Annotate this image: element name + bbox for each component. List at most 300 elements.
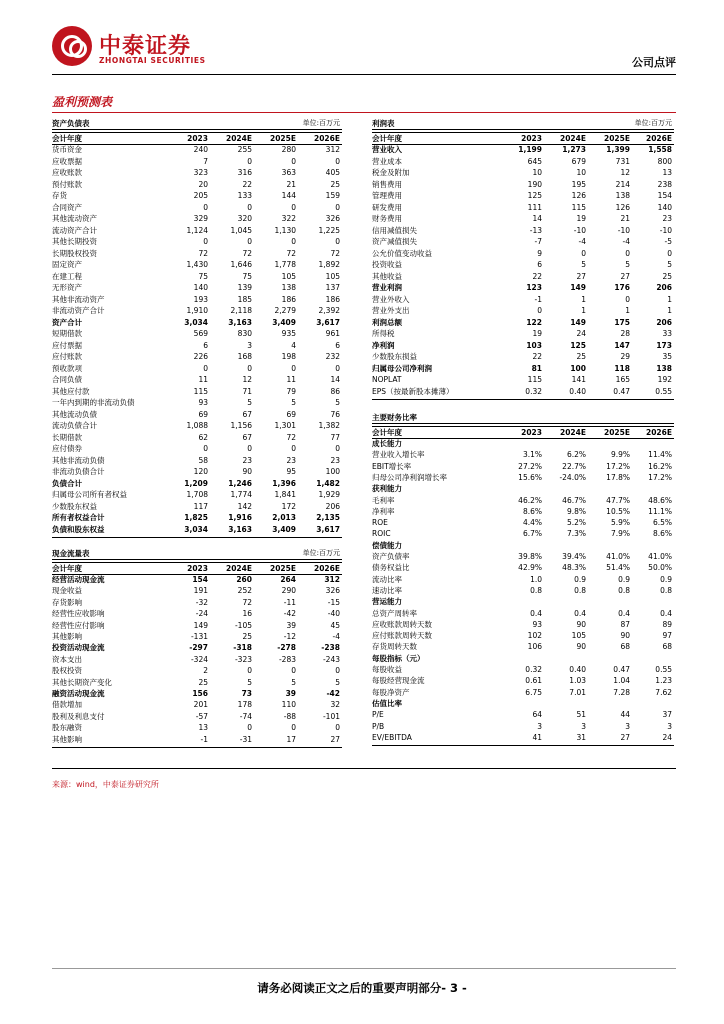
table-row	[372, 620, 674, 630]
header-year: 2023	[521, 428, 542, 437]
cell-value: 0	[335, 237, 340, 246]
cell-value: 175	[614, 317, 630, 327]
cell-value: 159	[325, 191, 340, 200]
cell-value: 214	[615, 179, 630, 189]
cell-value: 322	[281, 214, 296, 223]
cell-value: -40	[327, 609, 340, 619]
cell-value: -4	[332, 632, 340, 641]
row-label: 营业收入增长率	[372, 450, 425, 460]
cell-value: 198	[281, 352, 296, 361]
row-label: 资产减值损失	[372, 237, 417, 246]
row-label: P/B	[372, 721, 385, 731]
cell-value: 138	[615, 191, 630, 200]
row-label: 短期借款	[52, 329, 82, 338]
cell-value: 139	[237, 283, 252, 292]
cell-value: 105	[571, 631, 586, 641]
cell-value: 69	[286, 409, 296, 419]
cell-value: -10	[659, 225, 672, 235]
row-label: 应收账款	[52, 168, 82, 177]
row-label: 总资产周转率	[372, 608, 417, 618]
cell-value: 232	[325, 352, 340, 361]
cell-value: 1	[581, 294, 586, 304]
row-label: 存货	[52, 191, 67, 200]
cell-value: 935	[281, 329, 296, 338]
cell-value: 117	[193, 501, 208, 511]
cell-value: 316	[237, 168, 252, 177]
cell-value: 3	[247, 340, 252, 350]
cell-value: 201	[193, 700, 208, 710]
cell-value: 16.2%	[648, 461, 672, 471]
cell-value: 8.6%	[652, 529, 672, 539]
cell-value: 1,929	[318, 490, 340, 499]
table-row	[52, 249, 342, 259]
table-row	[372, 157, 674, 167]
cell-value: 13	[198, 723, 208, 733]
cell-value: 326	[325, 586, 340, 596]
cell-value: 5.9%	[610, 518, 630, 528]
table-row	[52, 214, 342, 224]
section-divider	[52, 112, 676, 113]
cell-value: 2	[203, 666, 208, 676]
table-row	[52, 237, 342, 247]
table-row	[52, 712, 342, 722]
cell-value: 32	[330, 700, 340, 710]
table-row	[52, 621, 342, 631]
cell-value: 62	[198, 432, 208, 442]
cell-value: 0	[335, 363, 340, 373]
cell-value: 105	[325, 271, 340, 281]
cell-value: 81	[531, 363, 542, 373]
table-title	[52, 118, 342, 130]
table-row	[52, 306, 342, 316]
cell-value: 25	[662, 271, 672, 281]
cell-value: 0.32	[525, 665, 542, 674]
cell-value: 22	[532, 271, 542, 281]
cell-value: 0	[247, 723, 252, 733]
header-label: 会计年度	[372, 134, 402, 143]
cell-value: 23	[242, 455, 252, 465]
cell-value: 9.9%	[610, 450, 630, 460]
cell-value: 0	[291, 363, 296, 373]
table-row	[52, 260, 342, 270]
cell-value: 46.2%	[518, 495, 542, 505]
table-row	[372, 462, 674, 472]
header-year: 2025E	[604, 134, 630, 143]
table-row	[52, 341, 342, 351]
cell-value: 1,841	[274, 490, 296, 499]
cell-value: 1,130	[274, 225, 296, 235]
cell-value: 20	[198, 179, 208, 189]
row-label: 其他流动资产	[52, 214, 97, 223]
cell-value: 41.0%	[606, 552, 630, 561]
cell-value: 93	[532, 619, 542, 629]
table-row	[372, 249, 674, 259]
cell-value: 75	[242, 271, 252, 281]
table-row	[372, 364, 674, 374]
row-label: 其他影响	[52, 632, 82, 641]
cell-value: 0	[203, 444, 208, 453]
row-label: 营业成本	[372, 156, 402, 166]
cell-value: 5	[247, 398, 252, 407]
cell-value: 1	[625, 306, 630, 315]
row-label: 长期借款	[52, 432, 82, 442]
section-title: 盈利预测表	[52, 95, 113, 109]
cell-value: 0	[291, 237, 296, 246]
cell-value: 320	[237, 214, 252, 223]
cell-value: -88	[283, 711, 296, 721]
table-row	[52, 525, 342, 535]
header-year: 2025E	[270, 134, 296, 143]
row-label: 存货影响	[52, 597, 82, 607]
table-row	[372, 341, 674, 351]
cell-value: -323	[234, 654, 252, 664]
cell-value: 11	[198, 375, 208, 384]
table-row	[372, 237, 674, 247]
row-label: 毛利率	[372, 495, 395, 505]
cell-value: 0	[625, 248, 630, 258]
cell-value: 0.55	[655, 665, 672, 674]
cell-value: 312	[325, 145, 340, 154]
cell-value: 72	[286, 432, 296, 442]
cell-value: 0	[203, 237, 208, 246]
cell-value: 9	[537, 248, 542, 258]
cell-value: -1	[534, 294, 542, 304]
cell-value: 7.62	[655, 687, 672, 697]
cell-value: 3	[625, 721, 630, 731]
cell-value: 5	[291, 677, 296, 687]
cell-value: 1	[667, 306, 672, 315]
unit-label: 单位:百万元	[634, 119, 672, 127]
table-row	[52, 700, 342, 710]
cell-value: 115	[571, 202, 586, 212]
cell-value: 3,409	[272, 317, 296, 327]
row-label: 利润总额	[372, 317, 402, 327]
footer-disclaimer: 请务必阅读正文之后的重要声明部分- 3 -	[257, 981, 467, 995]
cell-value: 193	[193, 294, 208, 304]
cell-value: 0.55	[655, 386, 672, 396]
cell-value: 173	[656, 340, 672, 350]
cell-value: 137	[325, 283, 340, 292]
row-label: 少数股东权益	[52, 501, 97, 511]
cell-value: 1.0	[530, 574, 542, 584]
table-row	[52, 479, 342, 489]
table-row	[52, 203, 342, 213]
cell-value: 1,396	[272, 478, 296, 488]
cell-value: 3	[581, 721, 586, 731]
cell-value: 1,774	[230, 490, 252, 499]
row-label: 营运能力	[372, 597, 402, 607]
table-row	[52, 410, 342, 420]
row-label: 非流动负债合计	[52, 467, 105, 476]
cell-value: 3,163	[228, 524, 252, 534]
row-label: 融资活动现金流	[52, 689, 105, 698]
cell-value: 138	[281, 283, 296, 292]
cell-value: -57	[195, 711, 208, 721]
cell-value: 3,617	[316, 524, 340, 534]
cell-value: 5.2%	[566, 518, 586, 528]
cell-value: 0.8	[574, 585, 586, 595]
row-label: 研发费用	[372, 202, 402, 212]
table-bottom-rule	[372, 745, 674, 746]
header-label: 会计年度	[52, 564, 82, 573]
table-row	[372, 665, 674, 675]
cell-value: 149	[570, 317, 586, 327]
cell-value: 0	[291, 723, 296, 733]
cell-value: 0	[625, 294, 630, 304]
cell-value: 1,124	[186, 225, 208, 235]
table-row	[372, 552, 674, 562]
row-label: 股东融资	[52, 723, 82, 733]
cell-value: -42	[283, 609, 296, 619]
cell-value: 255	[237, 145, 252, 154]
row-label: ROE	[372, 518, 388, 528]
table-row	[372, 518, 674, 528]
cell-value: -297	[189, 643, 208, 653]
table-row	[372, 722, 674, 732]
header-year: 2025E	[270, 564, 296, 573]
header-year: 2024E	[226, 564, 252, 573]
cell-value: 5	[667, 260, 672, 269]
cell-value: 0	[291, 202, 296, 212]
cell-value: 6	[335, 340, 340, 350]
cell-value: 1,225	[318, 225, 340, 235]
cell-value: 0.9	[618, 574, 630, 584]
row-label: 其他长期投资	[52, 237, 97, 246]
table-row	[52, 643, 342, 653]
cell-value: 190	[527, 179, 542, 189]
row-label: 速动比率	[372, 585, 402, 595]
cell-value: 23	[286, 455, 296, 465]
row-label: 公允价值变动收益	[372, 248, 432, 258]
cell-value: -13	[529, 225, 542, 235]
cell-value: 39	[286, 620, 296, 630]
cell-value: 1	[667, 294, 672, 304]
cell-value: 206	[325, 501, 340, 511]
row-label: EPS（按最新股本摊薄）	[372, 386, 454, 396]
cell-value: 4.4%	[522, 518, 542, 528]
cell-value: 90	[576, 642, 586, 652]
row-label: 其他长期资产变化	[52, 677, 112, 687]
row-label: 合同负债	[52, 375, 82, 384]
cell-value: 6	[203, 340, 208, 350]
cell-value: 1,910	[186, 306, 208, 315]
table-row	[52, 157, 342, 167]
cell-value: 731	[615, 156, 630, 166]
cell-value: 24	[576, 329, 586, 338]
cell-value: 1,199	[518, 145, 542, 154]
table-row	[372, 575, 674, 585]
cell-value: 6.5%	[652, 518, 672, 528]
cell-value: 115	[193, 386, 208, 396]
cell-value: 120	[193, 467, 208, 476]
cell-value: 39	[285, 689, 296, 698]
cell-value: 10	[576, 168, 586, 177]
table-row	[52, 398, 342, 408]
row-label: 归母公司净利润增长率	[372, 472, 447, 482]
cell-value: 69	[198, 409, 208, 419]
cell-value: 72	[242, 248, 252, 258]
cell-value: 1.23	[655, 676, 672, 686]
cell-value: 125	[527, 191, 542, 200]
cell-value: 260	[236, 575, 252, 584]
cell-value: 1,825	[184, 513, 208, 522]
table-row	[372, 450, 674, 460]
cell-value: 961	[325, 329, 340, 338]
cell-value: 0.8	[618, 585, 630, 595]
table-row	[52, 467, 342, 477]
cell-value: 25	[242, 632, 252, 641]
ratios-title: 主要财务比率	[372, 413, 417, 422]
cell-value: 105	[281, 271, 296, 281]
row-label: 应付账款	[52, 352, 82, 361]
row-label: 资产负债率	[372, 552, 410, 561]
cell-value: 9.8%	[566, 506, 586, 516]
row-label: 投资活动现金流	[52, 643, 105, 653]
cell-value: 1,399	[606, 145, 630, 154]
cell-value: 22	[532, 352, 542, 361]
table-row	[372, 203, 674, 213]
table-row	[52, 191, 342, 201]
cell-value: -24.0%	[559, 472, 586, 482]
cell-value: 186	[281, 294, 296, 304]
row-label: 所有者权益合计	[52, 513, 105, 522]
cell-value: 27	[620, 271, 630, 281]
table-row	[372, 145, 674, 155]
cell-value: 323	[193, 168, 208, 177]
cell-value: 252	[237, 586, 252, 596]
cell-value: 2,135	[316, 513, 340, 522]
cell-value: 569	[193, 329, 208, 338]
table-row	[372, 318, 674, 328]
cell-value: 1,382	[318, 421, 340, 430]
header-year: 2026E	[646, 134, 672, 143]
cell-value: -42	[326, 689, 340, 698]
table-row	[372, 642, 674, 652]
table-row	[372, 597, 674, 607]
cell-value: 0.9	[574, 574, 586, 584]
cell-value: 0	[335, 444, 340, 453]
cell-value: 0	[667, 248, 672, 258]
table-row	[52, 456, 342, 466]
cell-value: 133	[237, 191, 252, 200]
cell-value: 1.04	[613, 676, 630, 686]
header-label: 会计年度	[52, 134, 82, 143]
cell-value: 77	[330, 432, 340, 442]
row-label: 每股收益	[372, 665, 402, 674]
cell-value: 72	[242, 597, 252, 607]
table-row	[52, 502, 342, 512]
cell-value: 1	[581, 306, 586, 315]
cell-value: 21	[620, 214, 630, 223]
cell-value: 28	[620, 329, 630, 338]
cell-value: 72	[198, 248, 208, 258]
row-label: 税金及附加	[372, 168, 410, 177]
cell-value: 154	[657, 191, 672, 200]
cell-value: 90	[620, 631, 630, 641]
table-row	[52, 598, 342, 608]
cell-value: 44	[620, 710, 630, 720]
table-row	[372, 226, 674, 236]
cell-value: 0	[203, 202, 208, 212]
cell-value: 0.4	[530, 608, 542, 618]
cell-value: 67	[242, 409, 252, 419]
cell-value: 1,646	[230, 260, 252, 269]
cell-value: 25	[576, 352, 586, 361]
cell-value: 191	[193, 586, 208, 596]
table-row	[52, 318, 342, 328]
cell-value: 7.3%	[566, 529, 586, 539]
row-label: 其他应付款	[52, 386, 90, 396]
cell-value: 1,778	[274, 260, 296, 269]
table-row	[372, 733, 674, 743]
table-row	[372, 168, 674, 178]
table-row	[52, 575, 342, 585]
header-year: 2023	[187, 564, 208, 573]
cell-value: 149	[570, 283, 586, 292]
cell-value: 0	[335, 723, 340, 733]
table-row	[52, 145, 342, 155]
cell-value: -10	[617, 225, 630, 235]
cell-value: 238	[657, 179, 672, 189]
cell-value: 41	[532, 732, 542, 742]
table-row	[52, 723, 342, 733]
cell-value: 405	[325, 168, 340, 177]
cell-value: 47.7%	[606, 495, 630, 505]
row-label: 归属母公司所有者权益	[52, 490, 127, 499]
cell-value: 1,156	[230, 421, 252, 430]
cell-value: 17	[286, 734, 296, 744]
cell-value: 140	[193, 283, 208, 292]
cell-value: 16	[242, 609, 252, 619]
table-row	[52, 329, 342, 339]
row-label: 流动资产合计	[52, 225, 97, 235]
row-label: 管理费用	[372, 191, 402, 200]
cell-value: -1	[200, 734, 208, 744]
cell-value: 1,246	[228, 478, 252, 488]
cell-value: 149	[193, 620, 208, 630]
cell-value: -5	[664, 237, 672, 246]
cell-value: 0	[247, 444, 252, 453]
cell-value: 0	[335, 156, 340, 166]
cell-value: 6	[537, 260, 542, 269]
cell-value: 1,482	[316, 478, 340, 488]
row-label: 预付账款	[52, 179, 82, 189]
table-bottom-rule	[372, 399, 674, 400]
cell-value: 122	[526, 317, 542, 327]
table-header-row	[372, 426, 674, 439]
table-row	[372, 306, 674, 316]
cell-value: -283	[278, 654, 296, 664]
row-label: 存货周转天数	[372, 642, 417, 652]
cell-value: 64	[532, 710, 542, 720]
cell-value: 95	[286, 467, 296, 476]
cash-flow-table	[52, 548, 342, 748]
cell-value: -31	[239, 734, 252, 744]
cell-value: 39.4%	[562, 552, 586, 561]
header-year: 2025E	[604, 428, 630, 437]
brand-name-cn: 中泰证券	[99, 34, 192, 59]
cell-value: 178	[237, 700, 252, 710]
row-label: 投资收益	[372, 260, 402, 269]
row-label: 经营性应收影响	[52, 609, 105, 619]
table-header-row	[52, 562, 342, 575]
table-row	[52, 632, 342, 642]
row-label: 营业利润	[372, 283, 402, 292]
row-label: 在建工程	[52, 271, 82, 281]
cell-value: 23	[662, 214, 672, 223]
table-title	[52, 548, 342, 560]
cell-value: 0	[203, 363, 208, 373]
